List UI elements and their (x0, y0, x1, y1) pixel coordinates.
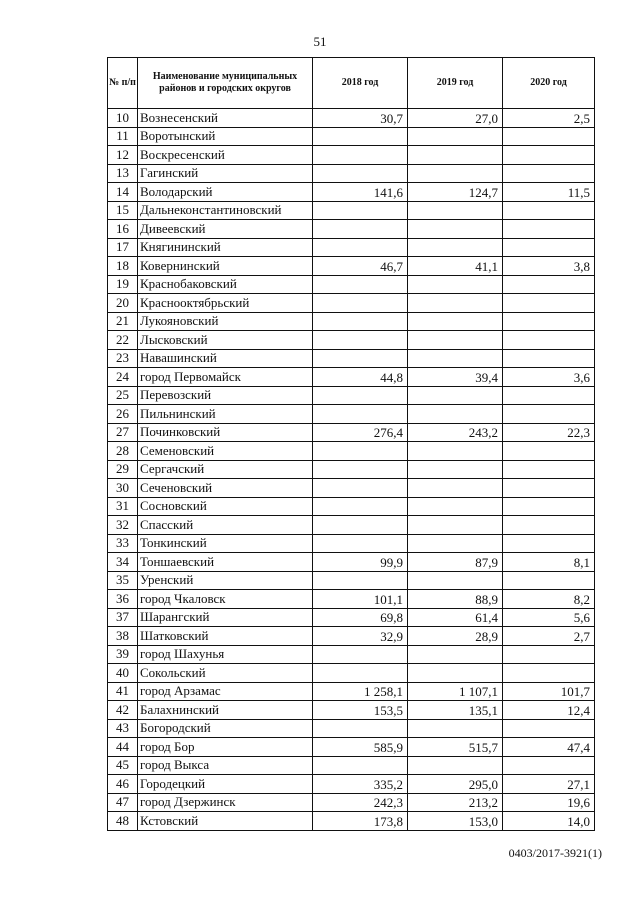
cell-num: 41 (108, 682, 138, 701)
page-number: 51 (313, 34, 327, 49)
table-row (108, 423, 595, 442)
cell-y2018 (313, 534, 408, 553)
cell-num: 29 (108, 460, 138, 479)
cell-num: 20 (108, 294, 138, 313)
cell-y2019 (408, 220, 503, 239)
cell-y2020: 3,8 (503, 257, 595, 276)
table-row (108, 127, 595, 146)
cell-num: 37 (108, 608, 138, 627)
table-row (108, 201, 595, 220)
municipal-data-table (107, 57, 595, 831)
cell-num: 13 (108, 164, 138, 183)
table-row (108, 312, 595, 331)
table-row (108, 368, 595, 387)
cell-y2019 (408, 294, 503, 313)
cell-y2019 (408, 497, 503, 516)
cell-y2019: 27,0 (408, 109, 503, 128)
cell-y2018: 335,2 (313, 775, 408, 794)
cell-name: Семеновский (138, 442, 313, 461)
cell-name: город Чкаловск (138, 590, 313, 609)
cell-num: 25 (108, 386, 138, 405)
cell-y2020: 22,3 (503, 423, 595, 442)
cell-num: 38 (108, 627, 138, 646)
cell-y2018 (313, 405, 408, 424)
cell-name: Лукояновский (138, 312, 313, 331)
cell-y2019: 39,4 (408, 368, 503, 387)
cell-name: Вознесенский (138, 109, 313, 128)
cell-num: 35 (108, 571, 138, 590)
table-row (108, 719, 595, 738)
cell-y2019 (408, 534, 503, 553)
table-row (108, 238, 595, 257)
cell-y2020 (503, 719, 595, 738)
table-row (108, 627, 595, 646)
cell-name: Краснобаковский (138, 275, 313, 294)
table-row (108, 109, 595, 128)
cell-y2020 (503, 405, 595, 424)
cell-y2020 (503, 664, 595, 683)
cell-num: 26 (108, 405, 138, 424)
cell-y2018: 46,7 (313, 257, 408, 276)
cell-y2020: 2,7 (503, 627, 595, 646)
cell-name: Воротынский (138, 127, 313, 146)
cell-y2020 (503, 349, 595, 368)
cell-y2019: 213,2 (408, 793, 503, 812)
cell-y2019 (408, 164, 503, 183)
cell-name: Сергачский (138, 460, 313, 479)
cell-num: 27 (108, 423, 138, 442)
cell-y2019: 135,1 (408, 701, 503, 720)
cell-name: Богородский (138, 719, 313, 738)
cell-y2020 (503, 516, 595, 535)
cell-y2019: 88,9 (408, 590, 503, 609)
cell-num: 34 (108, 553, 138, 572)
cell-y2019 (408, 645, 503, 664)
cell-y2020 (503, 294, 595, 313)
cell-num: 21 (108, 312, 138, 331)
cell-y2020 (503, 460, 595, 479)
cell-name: Сосновский (138, 497, 313, 516)
table-row (108, 497, 595, 516)
cell-y2019 (408, 756, 503, 775)
cell-y2019 (408, 516, 503, 535)
cell-y2019: 28,9 (408, 627, 503, 646)
cell-y2019: 295,0 (408, 775, 503, 794)
cell-y2018 (313, 275, 408, 294)
cell-num: 15 (108, 201, 138, 220)
cell-name: Гагинский (138, 164, 313, 183)
cell-num: 16 (108, 220, 138, 239)
table-row (108, 275, 595, 294)
table-row (108, 645, 595, 664)
cell-y2020 (503, 386, 595, 405)
cell-num: 24 (108, 368, 138, 387)
cell-num: 40 (108, 664, 138, 683)
cell-num: 46 (108, 775, 138, 794)
cell-name: Перевозский (138, 386, 313, 405)
table-row (108, 183, 595, 202)
cell-name: город Бор (138, 738, 313, 757)
cell-y2020: 27,1 (503, 775, 595, 794)
cell-y2018 (313, 294, 408, 313)
cell-y2019 (408, 238, 503, 257)
cell-y2020 (503, 275, 595, 294)
table-row (108, 331, 595, 350)
cell-y2020: 101,7 (503, 682, 595, 701)
cell-y2019: 515,7 (408, 738, 503, 757)
cell-y2018: 276,4 (313, 423, 408, 442)
table-row (108, 682, 595, 701)
cell-y2018: 153,5 (313, 701, 408, 720)
cell-num: 12 (108, 146, 138, 165)
cell-y2019: 153,0 (408, 812, 503, 831)
cell-num: 48 (108, 812, 138, 831)
cell-y2018 (313, 460, 408, 479)
cell-num: 47 (108, 793, 138, 812)
cell-num: 28 (108, 442, 138, 461)
cell-y2018 (313, 756, 408, 775)
cell-name: Спасский (138, 516, 313, 535)
cell-y2019 (408, 275, 503, 294)
header-name: Наименование муниципальных районов и городских округов (138, 58, 313, 109)
cell-name: Краснооктябрьский (138, 294, 313, 313)
header-2019: 2019 год (408, 58, 503, 109)
cell-name: Лысковский (138, 331, 313, 350)
cell-name: Володарский (138, 183, 313, 202)
cell-y2020: 3,6 (503, 368, 595, 387)
cell-name: Шатковский (138, 627, 313, 646)
cell-num: 11 (108, 127, 138, 146)
cell-name: Княгининский (138, 238, 313, 257)
cell-num: 43 (108, 719, 138, 738)
cell-name: Дивеевский (138, 220, 313, 239)
cell-y2020 (503, 534, 595, 553)
cell-y2020 (503, 146, 595, 165)
cell-y2018: 69,8 (313, 608, 408, 627)
cell-name: город Арзамас (138, 682, 313, 701)
cell-y2019 (408, 146, 503, 165)
cell-y2020: 14,0 (503, 812, 595, 831)
cell-name: город Шахунья (138, 645, 313, 664)
cell-name: Починковский (138, 423, 313, 442)
cell-name: Городецкий (138, 775, 313, 794)
document-code: 0403/2017-3921(1) (508, 846, 602, 860)
cell-y2018 (313, 238, 408, 257)
cell-num: 32 (108, 516, 138, 535)
cell-num: 45 (108, 756, 138, 775)
cell-num: 36 (108, 590, 138, 609)
table-row (108, 349, 595, 368)
cell-num: 14 (108, 183, 138, 202)
cell-y2019 (408, 331, 503, 350)
table-row (108, 553, 595, 572)
table-row (108, 220, 595, 239)
cell-y2020 (503, 497, 595, 516)
cell-y2020 (503, 479, 595, 498)
table-row (108, 516, 595, 535)
cell-y2020: 8,2 (503, 590, 595, 609)
cell-name: Сокольский (138, 664, 313, 683)
cell-num: 33 (108, 534, 138, 553)
cell-num: 42 (108, 701, 138, 720)
cell-y2020 (503, 645, 595, 664)
cell-name: Уренский (138, 571, 313, 590)
cell-y2018: 101,1 (313, 590, 408, 609)
cell-y2020 (503, 164, 595, 183)
header-num: № п/п (108, 58, 138, 109)
cell-y2018: 99,9 (313, 553, 408, 572)
table-row (108, 442, 595, 461)
cell-name: Балахнинский (138, 701, 313, 720)
cell-y2018: 141,6 (313, 183, 408, 202)
cell-y2018: 242,3 (313, 793, 408, 812)
table-row (108, 405, 595, 424)
table-row (108, 738, 595, 757)
cell-y2018 (313, 220, 408, 239)
cell-y2020: 47,4 (503, 738, 595, 757)
cell-num: 30 (108, 479, 138, 498)
cell-y2018: 1 258,1 (313, 682, 408, 701)
cell-y2020: 2,5 (503, 109, 595, 128)
cell-y2019 (408, 571, 503, 590)
cell-y2019 (408, 460, 503, 479)
cell-y2018 (313, 442, 408, 461)
cell-y2019 (408, 479, 503, 498)
cell-y2020 (503, 127, 595, 146)
table-row (108, 571, 595, 590)
cell-y2018: 173,8 (313, 812, 408, 831)
table-header-row (108, 58, 595, 109)
cell-name: Пильнинский (138, 405, 313, 424)
table-row (108, 386, 595, 405)
cell-num: 31 (108, 497, 138, 516)
cell-y2018 (313, 349, 408, 368)
cell-y2019 (408, 664, 503, 683)
table-row (108, 534, 595, 553)
cell-name: Кстовский (138, 812, 313, 831)
cell-y2018: 30,7 (313, 109, 408, 128)
header-2020: 2020 год (503, 58, 595, 109)
cell-y2018 (313, 645, 408, 664)
table-row (108, 146, 595, 165)
table-row (108, 294, 595, 313)
cell-y2019: 1 107,1 (408, 682, 503, 701)
cell-name: Сеченовский (138, 479, 313, 498)
cell-y2018 (313, 127, 408, 146)
cell-name: Тоншаевский (138, 553, 313, 572)
table-row (108, 257, 595, 276)
cell-y2018: 585,9 (313, 738, 408, 757)
cell-name: Навашинский (138, 349, 313, 368)
table-row (108, 756, 595, 775)
table-row (108, 664, 595, 683)
cell-y2018 (313, 497, 408, 516)
cell-y2018 (313, 312, 408, 331)
cell-name: Тонкинский (138, 534, 313, 553)
cell-num: 22 (108, 331, 138, 350)
cell-y2018 (313, 386, 408, 405)
cell-name: Ковернинский (138, 257, 313, 276)
table-row (108, 701, 595, 720)
cell-name: Шарангский (138, 608, 313, 627)
cell-y2020: 11,5 (503, 183, 595, 202)
table-row (108, 460, 595, 479)
cell-name: город Дзержинск (138, 793, 313, 812)
table-row (108, 793, 595, 812)
cell-y2020 (503, 571, 595, 590)
cell-y2020 (503, 331, 595, 350)
cell-y2019 (408, 312, 503, 331)
cell-y2020: 5,6 (503, 608, 595, 627)
cell-name: город Первомайск (138, 368, 313, 387)
cell-y2018 (313, 719, 408, 738)
cell-y2019 (408, 719, 503, 738)
cell-y2018 (313, 571, 408, 590)
cell-y2019 (408, 349, 503, 368)
cell-y2018: 32,9 (313, 627, 408, 646)
cell-y2019: 243,2 (408, 423, 503, 442)
cell-y2018 (313, 201, 408, 220)
cell-y2019 (408, 442, 503, 461)
cell-num: 10 (108, 109, 138, 128)
cell-name: Дальнеконстантиновский (138, 201, 313, 220)
cell-num: 19 (108, 275, 138, 294)
cell-num: 23 (108, 349, 138, 368)
header-2018: 2018 год (313, 58, 408, 109)
cell-y2018 (313, 664, 408, 683)
cell-y2018: 44,8 (313, 368, 408, 387)
cell-name: город Выкса (138, 756, 313, 775)
cell-num: 18 (108, 257, 138, 276)
table-row (108, 812, 595, 831)
cell-y2019 (408, 201, 503, 220)
cell-y2018 (313, 164, 408, 183)
cell-num: 44 (108, 738, 138, 757)
cell-y2019 (408, 386, 503, 405)
cell-y2018 (313, 479, 408, 498)
cell-y2020 (503, 220, 595, 239)
cell-y2019: 87,9 (408, 553, 503, 572)
table-row (108, 479, 595, 498)
cell-y2020 (503, 756, 595, 775)
cell-y2020 (503, 238, 595, 257)
cell-y2019: 124,7 (408, 183, 503, 202)
table-row (108, 590, 595, 609)
cell-y2019 (408, 127, 503, 146)
cell-y2019 (408, 405, 503, 424)
cell-y2020 (503, 442, 595, 461)
cell-y2020: 12,4 (503, 701, 595, 720)
cell-y2018 (313, 331, 408, 350)
cell-y2019: 61,4 (408, 608, 503, 627)
table-row (108, 775, 595, 794)
cell-y2020 (503, 312, 595, 331)
cell-num: 39 (108, 645, 138, 664)
cell-num: 17 (108, 238, 138, 257)
cell-name: Воскресенский (138, 146, 313, 165)
cell-y2020: 19,6 (503, 793, 595, 812)
cell-y2018 (313, 516, 408, 535)
cell-y2020: 8,1 (503, 553, 595, 572)
table-row (108, 608, 595, 627)
cell-y2018 (313, 146, 408, 165)
cell-y2019: 41,1 (408, 257, 503, 276)
table-row (108, 164, 595, 183)
cell-y2020 (503, 201, 595, 220)
